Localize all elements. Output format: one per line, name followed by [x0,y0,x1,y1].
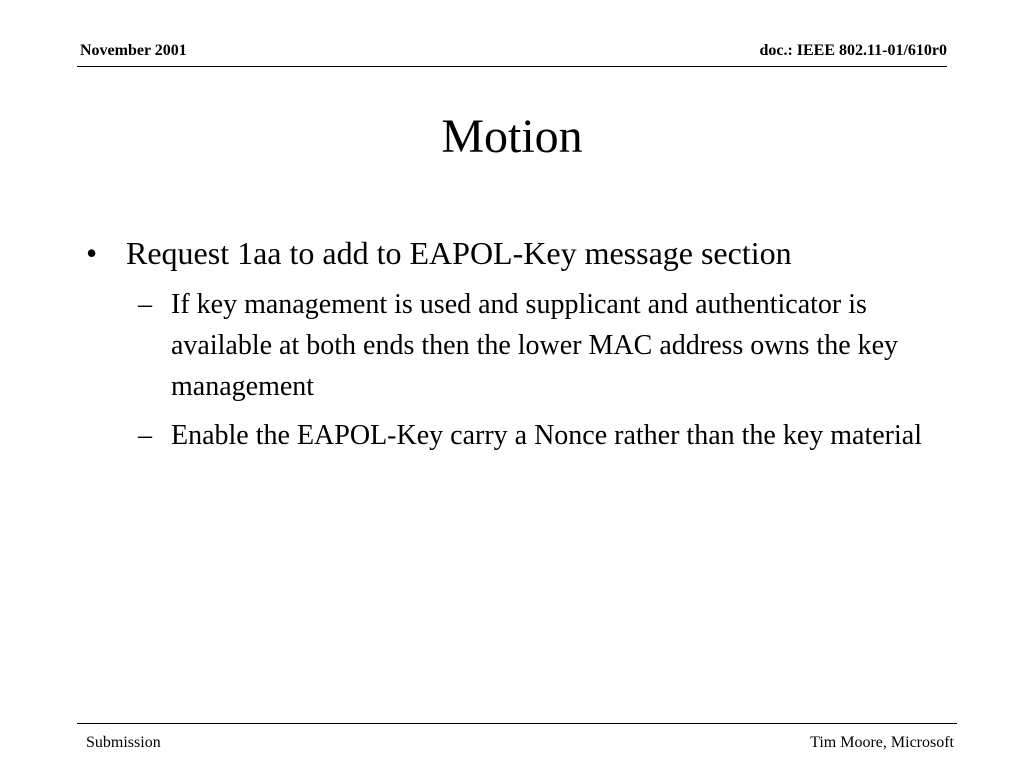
sub-bullet-item [86,415,946,456]
bullet-item [86,230,946,276]
slide-body [86,230,946,456]
bullet-text: Request 1aa to add to EAPOL-Key message section [126,235,792,271]
sub-bullet-item [86,284,946,407]
slide-title: Motion [441,110,583,163]
sub-bullet-marker: – [138,420,152,451]
footer-divider [77,723,957,724]
sub-bullet-marker: – [138,289,152,320]
header-divider [77,66,947,67]
footer-author: Tim Moore, Microsoft [810,734,954,751]
sub-bullet-text: If key management is used and supplicant and authenticator is available at both ends then the lower MAC address owns the key management [171,289,899,402]
bullet-marker: • [86,235,98,271]
header-doc-id: doc.: IEEE 802.11-01/610r0 [759,42,947,59]
footer-submission: Submission [86,734,161,751]
header-date: November 2001 [80,42,187,59]
sub-bullet-text: Enable the EAPOL-Key carry a Nonce rather than the key material [171,420,922,451]
